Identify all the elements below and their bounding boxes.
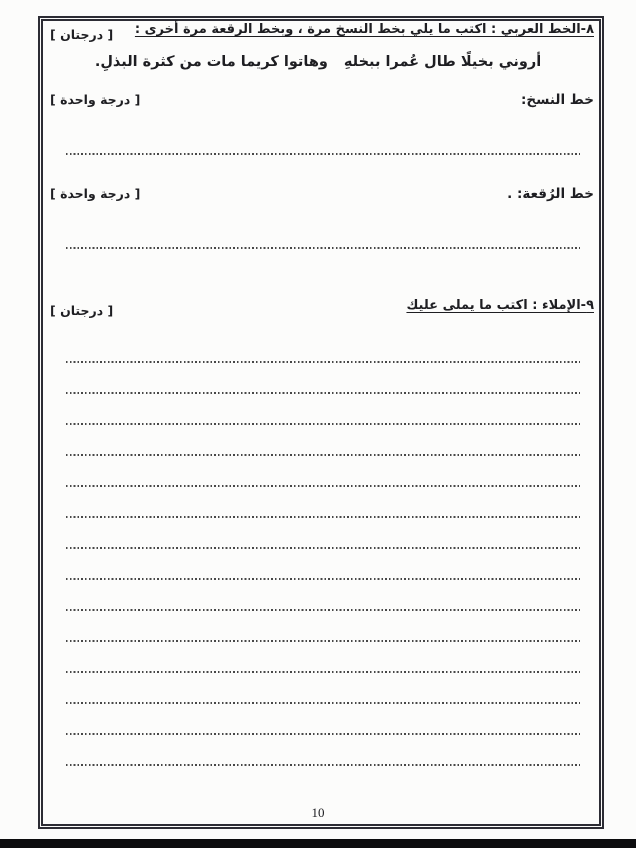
ruqaa-answer-line [66, 247, 580, 249]
poem-second-hemistich: وهاتوا كريما مات من كثرة البذلِ. [94, 54, 328, 70]
dictation-answer-line [66, 640, 580, 642]
question9-header [50, 298, 594, 318]
scan-edge-band [0, 839, 636, 848]
dictation-answer-line [66, 547, 580, 549]
naskh-answer-line [66, 153, 580, 155]
dictation-answer-line [66, 392, 580, 394]
dictation-answer-line [66, 733, 580, 735]
dictation-answer-line [66, 516, 580, 518]
dictation-answer-line [66, 361, 580, 363]
dictation-answer-line [66, 764, 580, 766]
ruqaa-label: خط الرُقعة: . [507, 186, 594, 202]
dictation-answer-line [66, 423, 580, 425]
page-number: 10 [311, 805, 325, 820]
question8-title: ٨-الخط العربي : اكتب ما يلي بخط النسخ مرة ، وبخط الرقعة مرة أخرى : [134, 22, 594, 37]
question9-marks: [ درجتان ] [50, 303, 114, 318]
dictation-answer-line [66, 671, 580, 673]
dictation-answer-line [66, 578, 580, 580]
poem-first-hemistich: أروني بخيلًا طال عُمرا ببخلهِ [343, 54, 542, 70]
question9-title: ٩-الإملاء : اكتب ما يملى عليك [406, 298, 594, 313]
naskh-marks: [ درجة واحدة ] [50, 92, 141, 107]
poem-line [60, 54, 576, 70]
ruqaa-row [50, 186, 594, 202]
naskh-label: خط النسخ: [521, 92, 594, 108]
naskh-row [50, 92, 594, 108]
dictation-answer-line [66, 609, 580, 611]
ruqaa-marks: [ درجة واحدة ] [50, 186, 141, 201]
question8-header [50, 22, 594, 42]
dictation-answer-line [66, 702, 580, 704]
dictation-answer-line [66, 454, 580, 456]
dictation-answer-line [66, 485, 580, 487]
dictation-lines [66, 361, 580, 766]
question8-marks: [ درجتان ] [50, 27, 114, 42]
